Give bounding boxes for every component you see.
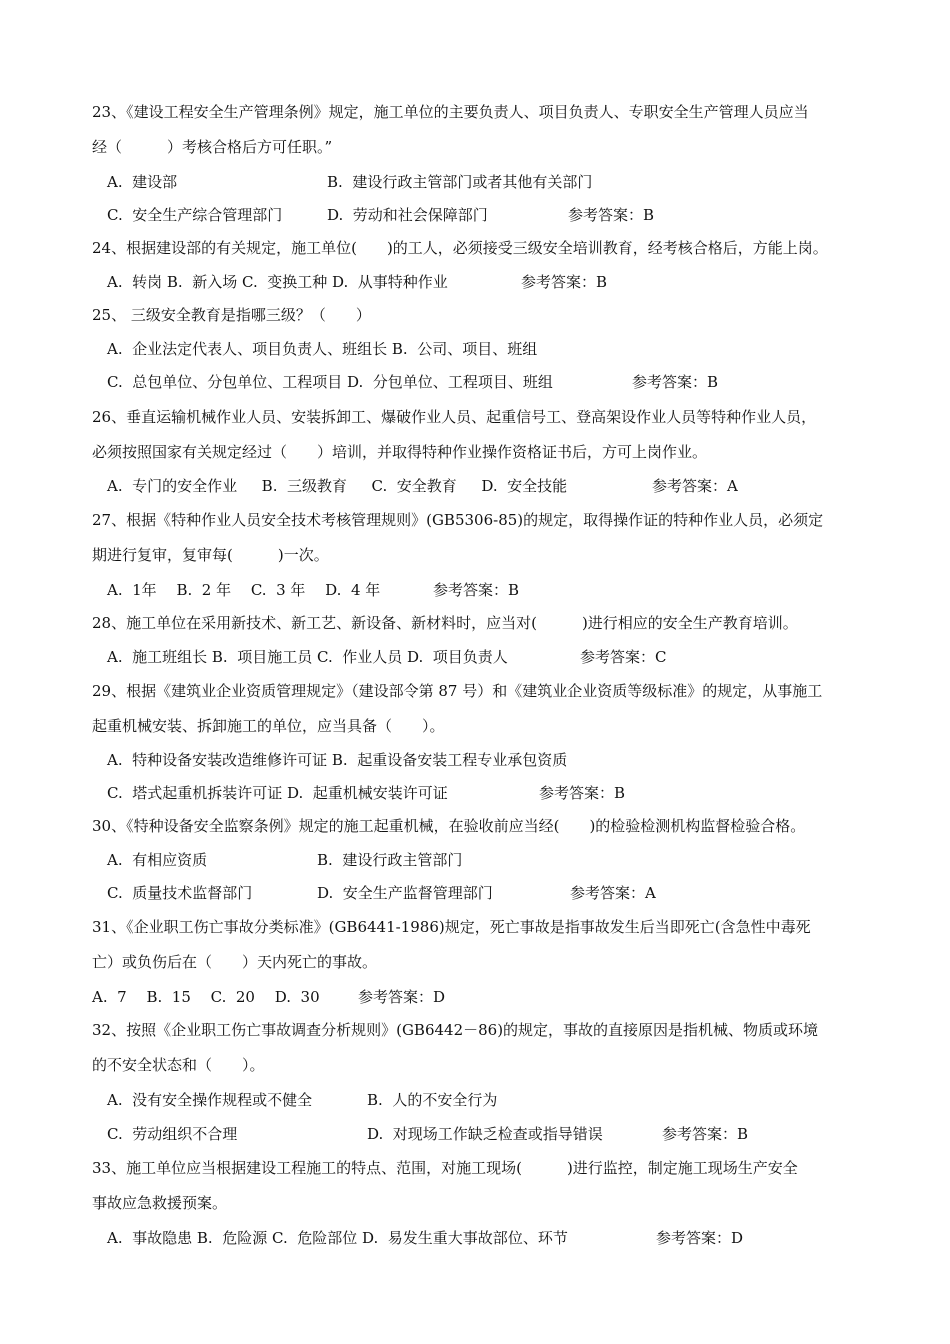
option: B. 建设行政主管部门 (317, 851, 463, 869)
reference-answer: 参考答案：B (539, 784, 626, 802)
reference-answer: 参考答案：B (568, 206, 655, 224)
question-text: 28、施工单位在采用新技术、新工艺、新设备、新材料时，应当对( )进行相应的安全生产教育培训。 (92, 614, 798, 632)
question-text: 26、垂直运输机械作业人员、安装拆卸工、爆破作业人员、起重信号工、登高架设作业人员等特种作业人员， (92, 408, 817, 426)
option: D. 对现场工作缺乏检查或指导错误 (367, 1125, 603, 1143)
option: A. 有相应资质 (107, 851, 208, 869)
question-text: 期进行复审，复审每( )一次。 (92, 546, 329, 564)
reference-answer: 参考答案：B (521, 273, 608, 291)
question-text: 亡）或负伤后在（ ）天内死亡的事故。 (92, 953, 378, 971)
reference-answer: 参考答案：A (570, 884, 656, 902)
question-text: 必须按照国家有关规定经过（ ）培训，并取得特种作业操作资格证书后，方可上岗作业。 (92, 443, 708, 461)
option: B. 人的不安全行为 (367, 1091, 498, 1109)
option: A. 企业法定代表人、项目负责人、班组长 B. 公司、项目、班组 (107, 340, 538, 358)
question-text: 25、 三级安全教育是指哪三级？（ ） (92, 306, 371, 324)
option: A. 建设部 (107, 173, 178, 191)
option: A. 专门的安全作业 B. 三级教育 C. 安全教育 D. 安全技能 (107, 477, 568, 495)
option: C. 劳动组织不合理 (107, 1125, 238, 1143)
question-text: 32、按照《企业职工伤亡事故调查分析规则》(GB6442－86)的规定，事故的直接原因是指机械、物质或环境 (92, 1021, 819, 1039)
option: A. 特种设备安装改造维修许可证 B. 起重设备安装工程专业承包资质 (107, 751, 568, 769)
option: A. 转岗 B. 新入场 C. 变换工种 D. 从事特种作业 (107, 273, 448, 291)
option: C. 塔式起重机拆装许可证 D. 起重机械安装许可证 (107, 784, 448, 802)
option: A. 没有安全操作规程或不健全 (107, 1091, 313, 1109)
reference-answer: 参考答案：B (632, 373, 719, 391)
option: C. 质量技术监督部门 (107, 884, 253, 902)
option: A. 1年 B. 2 年 C. 3 年 D. 4 年 (107, 581, 381, 599)
option: A. 施工班组长 B. 项目施工员 C. 作业人员 D. 项目负责人 (107, 648, 508, 666)
question-text: 30、《特种设备安全监察条例》规定的施工起重机械，在验收前应当经( )的检验检测机构监督检验合格。 (92, 817, 806, 835)
question-text: 31、《企业职工伤亡事故分类标准》(GB6441-1986)规定，死亡事故是指事故发生后当即死亡(含急性中毒死 (92, 918, 811, 936)
option: D. 劳动和社会保障部门 (327, 206, 488, 224)
question-text: 事故应急救援预案。 (92, 1194, 228, 1212)
option: C. 安全生产综合管理部门 (107, 206, 283, 224)
reference-answer: 参考答案：D (656, 1229, 744, 1247)
reference-answer: 参考答案：B (433, 581, 520, 599)
reference-answer: 参考答案：A (652, 477, 738, 495)
question-text: 的不安全状态和（ ）。 (92, 1056, 265, 1074)
option: A. 7 B. 15 C. 20 D. 30 (92, 988, 320, 1006)
reference-answer: 参考答案：C (580, 648, 667, 666)
question-text: 24、根据建设部的有关规定，施工单位( )的工人，必须接受三级安全培训教育，经考核合格后，方能上岗。 (92, 239, 828, 257)
option: B. 建设行政主管部门或者其他有关部门 (327, 173, 593, 191)
reference-answer: 参考答案：D (358, 988, 446, 1006)
question-text: 起重机械安装、拆卸施工的单位，应当具备（ ）。 (92, 717, 445, 735)
option: C. 总包单位、分包单位、工程项目 D. 分包单位、工程项目、班组 (107, 373, 553, 391)
reference-answer: 参考答案：B (662, 1125, 749, 1143)
question-text: 33、施工单位应当根据建设工程施工的特点、范围，对施工现场( )进行监控，制定施工现场生产安全 (92, 1159, 798, 1177)
question-text: 29、根据《建筑业企业资质管理规定》（建设部令第 87 号）和《建筑业企业资质等级标准》的规定，从事施工 (92, 682, 823, 700)
question-text: 经（ ）考核合格后方可任职。” (92, 138, 333, 156)
question-text: 23、《建设工程安全生产管理条例》规定，施工单位的主要负责人、项目负责人、专职安全生产管理人员应当 (92, 103, 809, 121)
option: D. 安全生产监督管理部门 (317, 884, 493, 902)
option: A. 事故隐患 B. 危险源 C. 危险部位 D. 易发生重大事故部位、环节 (107, 1229, 568, 1247)
question-text: 27、根据《特种作业人员安全技术考核管理规则》(GB5306-85)的规定，取得操作证的特种作业人员，必须定 (92, 511, 824, 529)
